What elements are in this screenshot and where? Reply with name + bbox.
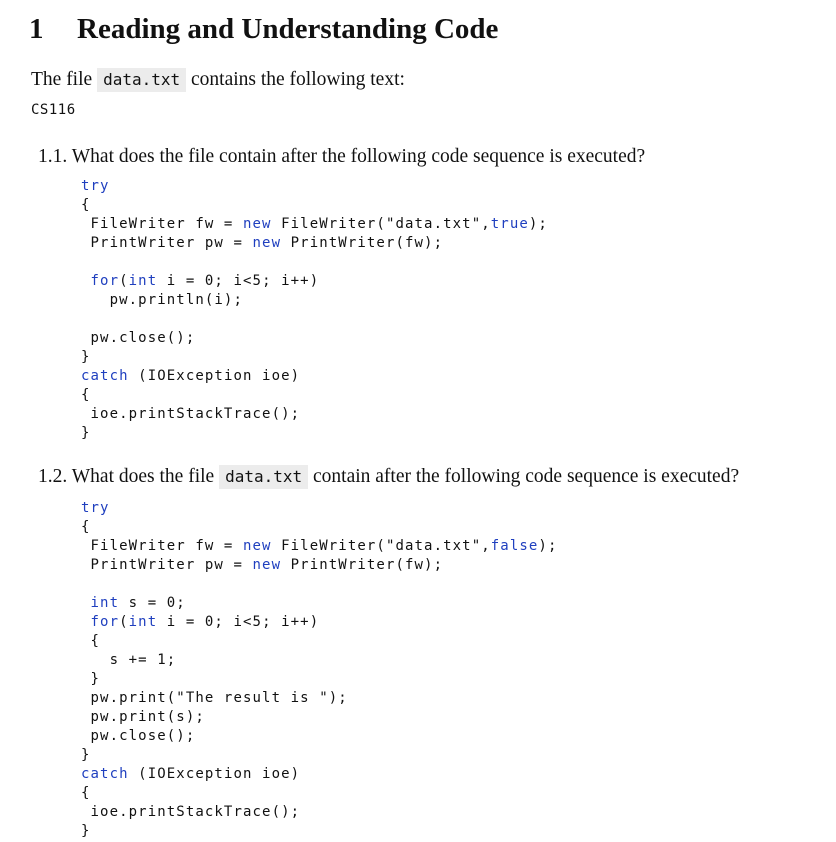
code-blank-line xyxy=(81,310,548,329)
code-line xyxy=(81,424,548,443)
code-keyword: int xyxy=(128,273,158,289)
code-text: } xyxy=(81,349,91,365)
code-keyword: catch xyxy=(81,766,129,782)
code-text: { xyxy=(81,197,91,213)
code-keyword: catch xyxy=(81,368,129,384)
code-text: s = 0; xyxy=(119,595,186,611)
code-line xyxy=(81,613,557,632)
code-blank-line xyxy=(81,253,548,272)
code-keyword: int xyxy=(128,614,158,630)
question-1-2-number: 1.2. xyxy=(38,466,68,487)
code-text: PrintWriter pw = xyxy=(81,557,253,573)
section-title: Reading and Understanding Code xyxy=(77,13,499,45)
code-text: ); xyxy=(538,538,558,554)
code-block-1-2 xyxy=(81,499,557,841)
code-line xyxy=(81,234,548,253)
file-content: CS116 xyxy=(31,102,76,118)
code-text xyxy=(81,595,91,611)
question-1-2-text-after: contain after the following code sequence is executed? xyxy=(313,466,740,487)
code-keyword: try xyxy=(81,178,110,194)
code-text xyxy=(81,273,91,289)
code-text: ( xyxy=(119,614,129,630)
code-line xyxy=(81,651,557,670)
intro-filename: data.txt xyxy=(97,68,186,92)
code-text: (IOException ioe) xyxy=(128,766,301,782)
question-1-2-filename: data.txt xyxy=(219,465,308,489)
code-text: } xyxy=(81,671,101,687)
code-keyword: new xyxy=(252,235,282,251)
code-text: pw.print(s); xyxy=(81,709,205,725)
code-text xyxy=(81,614,91,630)
code-line xyxy=(81,291,548,310)
code-line xyxy=(81,822,557,841)
code-keyword: new xyxy=(243,538,272,554)
code-keyword: true xyxy=(490,216,529,232)
code-text: pw.close(); xyxy=(81,728,196,744)
code-keyword: new xyxy=(252,557,282,573)
code-text: { xyxy=(81,633,101,649)
code-line xyxy=(81,177,548,196)
code-line xyxy=(81,386,548,405)
code-text: { xyxy=(81,785,91,801)
code-text: } xyxy=(81,747,91,763)
code-line xyxy=(81,367,548,386)
code-keyword: for xyxy=(90,614,120,630)
code-text: ioe.printStackTrace(); xyxy=(81,804,301,820)
code-keyword: int xyxy=(90,595,120,611)
code-line xyxy=(81,348,548,367)
intro-text-after: contains the following text: xyxy=(191,69,405,90)
code-text: pw.print("The result is "); xyxy=(81,690,348,706)
code-text: PrintWriter pw = xyxy=(81,235,253,251)
code-line xyxy=(81,746,557,765)
intro-text-before: The file xyxy=(31,69,93,90)
code-line xyxy=(81,196,548,215)
code-text: { xyxy=(81,387,91,403)
intro-paragraph xyxy=(31,68,405,91)
code-line xyxy=(81,727,557,746)
code-text: FileWriter fw = xyxy=(81,538,243,554)
code-line xyxy=(81,556,557,575)
code-text: i = 0; i<5; i++) xyxy=(157,273,320,289)
question-1-1-number: 1.1. xyxy=(38,146,68,167)
section-number: 1 xyxy=(29,13,44,45)
code-line xyxy=(81,708,557,727)
code-text: ); xyxy=(528,216,548,232)
code-line xyxy=(81,215,548,234)
code-line xyxy=(81,537,557,556)
code-text: (IOException ioe) xyxy=(128,368,301,384)
code-line xyxy=(81,329,548,348)
code-line xyxy=(81,765,557,784)
code-line xyxy=(81,594,557,613)
code-text: PrintWriter(fw); xyxy=(281,557,444,573)
code-text: ( xyxy=(119,273,129,289)
section-heading xyxy=(29,14,498,46)
code-text: ioe.printStackTrace(); xyxy=(81,406,301,422)
code-text: } xyxy=(81,823,91,839)
code-keyword: new xyxy=(243,216,272,232)
code-blank-line xyxy=(81,575,557,594)
code-text: FileWriter fw = xyxy=(81,216,243,232)
code-text: PrintWriter(fw); xyxy=(281,235,444,251)
question-1-1 xyxy=(38,145,645,168)
code-text: { xyxy=(81,519,91,535)
code-block-1-1 xyxy=(81,177,548,443)
code-text: pw.println(i); xyxy=(81,292,243,308)
question-1-2-text-before: What does the file xyxy=(71,466,215,487)
code-line xyxy=(81,803,557,822)
code-text: pw.close(); xyxy=(81,330,196,346)
code-keyword: for xyxy=(90,273,120,289)
code-keyword: try xyxy=(81,500,110,516)
code-line xyxy=(81,272,548,291)
code-text: } xyxy=(81,425,91,441)
question-1-2 xyxy=(38,465,739,488)
code-line xyxy=(81,518,557,537)
code-text: FileWriter("data.txt", xyxy=(271,216,491,232)
code-line xyxy=(81,689,557,708)
code-line xyxy=(81,499,557,518)
code-line xyxy=(81,405,548,424)
code-line xyxy=(81,670,557,689)
code-line xyxy=(81,784,557,803)
code-keyword: false xyxy=(490,538,539,554)
code-line xyxy=(81,632,557,651)
code-text: i = 0; i<5; i++) xyxy=(157,614,320,630)
question-1-1-text: What does the file contain after the following code sequence is executed? xyxy=(71,146,646,167)
code-text: FileWriter("data.txt", xyxy=(271,538,491,554)
code-text: s += 1; xyxy=(81,652,177,668)
